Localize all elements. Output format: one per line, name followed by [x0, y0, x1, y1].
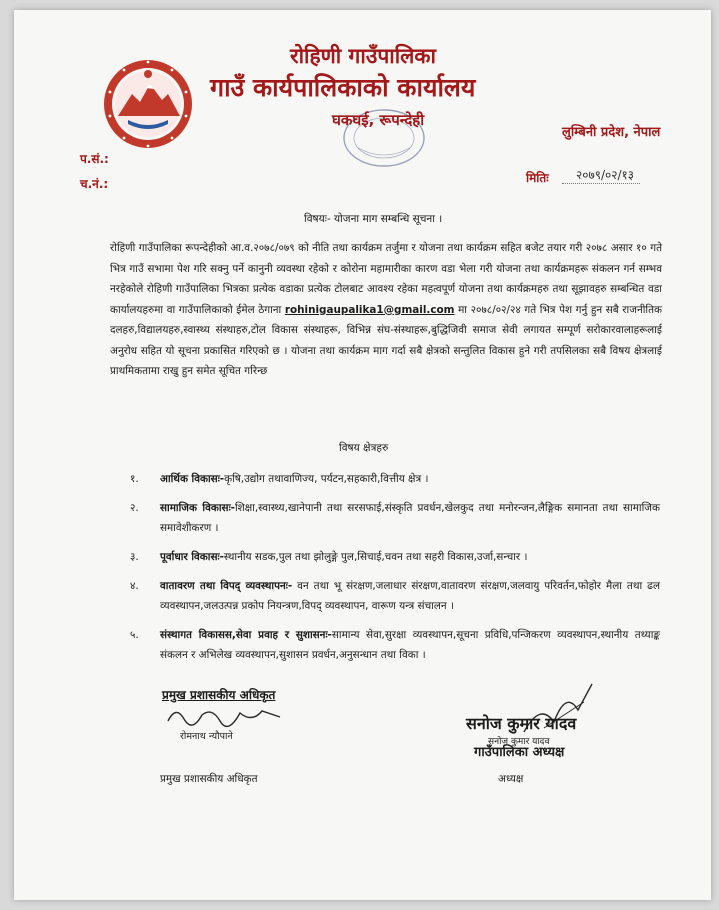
signatory-designation: प्रमुख प्रशासकीय अधिकृत: [160, 773, 258, 785]
list-item: [130, 576, 660, 616]
signature-scribble-icon: [162, 703, 292, 729]
list-item-detail: स्थानीय सडक,पुल तथा झोलुङ्गे पुल,सिचाई,चवन तथा सहरी विकास,उर्जा,सन्चार ।: [223, 551, 528, 563]
office-location: घकघई, रूपन्देही: [332, 111, 425, 129]
list-item-label: सामाजिक विकासः-: [160, 502, 235, 514]
notice-body: [110, 238, 662, 382]
list-item-text: [160, 498, 660, 538]
body-text-part-1: रोहिणी गाउँपालिका रूपन्देहीको आ.व.२०७८/०७९ को नीति तथा कार्यक्रम तर्जुमा र योजना तथा कार्यक्रम सहित बजेट तयार गरी २०७८ असार १० गते भित्र गाउँ सभामा पेश गरि सक्नु पर्ने कानुनी व्यवस्था रहेको र कोरोना महामारीका कारण वडा भेला गरी योजना तथा कार्यक्रमहरू संकलन गर्न सम्भव नरहेकोले रोहिणी गाउँपालिका भित्रका प्रत्येक वडाका प्रत्येक टोलबाट आवश्य रहेका महत्वपूर्ण योजना तथा कार्यक्रमहरु तथा सूझावहरु सम्बन्धित वडा कार्यालयहरुमा वा गाउँपालिकाको ईमेल ठेगाना: [110, 242, 662, 316]
list-item-detail: कृषि,उद्योग तथावाणिज्य, पर्यटन,सहकारी,वित्तीय क्षेत्र ।: [224, 473, 429, 485]
letter-number-label: प.सं.:: [80, 152, 109, 166]
list-item-label: वातावरण तथा विपद् व्यवस्थापनः-: [160, 580, 293, 592]
list-item-text: [160, 576, 660, 616]
signature-title-handwritten: गाउँपालिका अध्यक्ष: [474, 745, 565, 760]
body-text-part-2: मा २०७८/०२/२४ गते भित्र पेश गर्नु हुन सबै राजनीतिक दलहरु,विद्यालयहरु,स्वास्थ्य संस्थाहरु,टोल विकास संस्थाहरू, विभिन्न संघ-संस्थाहरू,बुद्धिजिवी समाज सेवी लगायत सम्पूर्ण सरोकारवालाहरूलाई अनुरोध सहित यो सूचना प्रकासित गरिएको छ । योजना तथा कार्यक्रम माग गर्दा सबै क्षेत्रको सन्तुलित विकास हुने गरी तपसिलका सबै विषय क्षेत्रलाई प्राथमिकतामा राखु हुन समेत सूचित गरिन्छ: [110, 303, 663, 377]
province-name: लुम्बिनी प्रदेश, नेपाल: [562, 125, 661, 140]
list-item-detail: शिक्षा,स्वास्थ्य,खानेपानी तथा सरसफाई,संस्कृति प्रवर्धन,खेलकुद तथा मनोरन्जन,लैङ्गिक समानता तथा सामाजिक समावेशीकरण ।: [160, 502, 660, 534]
sections-heading: विषय क्षेत्रहरु: [339, 442, 389, 454]
signatory-name: रोमनाथ न्यौपाने: [180, 731, 233, 742]
list-item-detail: सामान्य सेवा,सुरक्षा व्यवस्थापन,सूचना प्रविधि,पन्जिकरण व्यवस्थापन,स्थानीय तथ्याङ्क संकलन र अभिलेख व्यवस्थापन,सुशासन प्रवर्धन,अनुसन्धान तथा विका ।: [160, 629, 660, 661]
date-label: मितिः: [526, 171, 549, 185]
municipality-name: रोहिणी गाउँपालिका: [290, 44, 436, 68]
sections-list: [130, 469, 660, 674]
signature-name-handwritten: सनोज कुमार यादव: [466, 714, 577, 733]
list-item-number: ५.: [130, 629, 139, 641]
office-name: गाउँ कार्यपालिकाको कार्यालय: [210, 73, 476, 102]
list-item-number: ३.: [130, 551, 139, 563]
signature-block-chair: [444, 682, 624, 762]
list-item: [130, 469, 660, 489]
nepal-emblem-icon: [102, 58, 194, 150]
signatory-designation: अध्यक्ष: [498, 773, 524, 785]
list-item-text: [160, 469, 660, 489]
email-address: rohinigaupalika1@gmail.com: [284, 303, 455, 316]
list-item: [130, 498, 660, 538]
document-page: [14, 10, 711, 900]
list-item: [130, 625, 660, 665]
list-item-text: [160, 547, 660, 567]
signature-name-printed: सनोज कुमार यादव: [488, 737, 550, 747]
list-item-number: २.: [130, 502, 139, 514]
list-item-label: आर्थिक विकासः-: [160, 473, 225, 485]
list-item-text: [160, 625, 660, 665]
list-item-detail: वन तथा भू संरक्षण,जलाधार संरक्षण,वातावरण संरक्षण,जलवायु परिवर्तन,फोहोर मैला तथा ढल व्यवस्थापन,जलउत्पन्न प्रकोप नियन्त्रण,विपद् व्यवस्थापन, वारूण यन्त्र संचालन ।: [160, 580, 661, 612]
list-item: [130, 547, 660, 567]
signature-title-handwritten: प्रमुख प्रशासकीय अधिकृत: [162, 688, 276, 702]
date-value: २०७९/०२/१३: [562, 166, 640, 184]
list-item-number: १.: [130, 473, 139, 485]
subject-line: विषयः- योजना माग सम्बन्धि सूचना ।: [304, 213, 443, 225]
list-item-number: ४.: [130, 580, 139, 592]
list-item-label: पूर्वाधार विकासः-: [160, 551, 224, 563]
dispatch-number-label: च.नं.:: [80, 177, 109, 191]
list-item-label: संस्थागत विकासस,सेवा प्रवाह र सुशासनः-: [160, 629, 332, 641]
signature-block-cao: [162, 686, 312, 742]
